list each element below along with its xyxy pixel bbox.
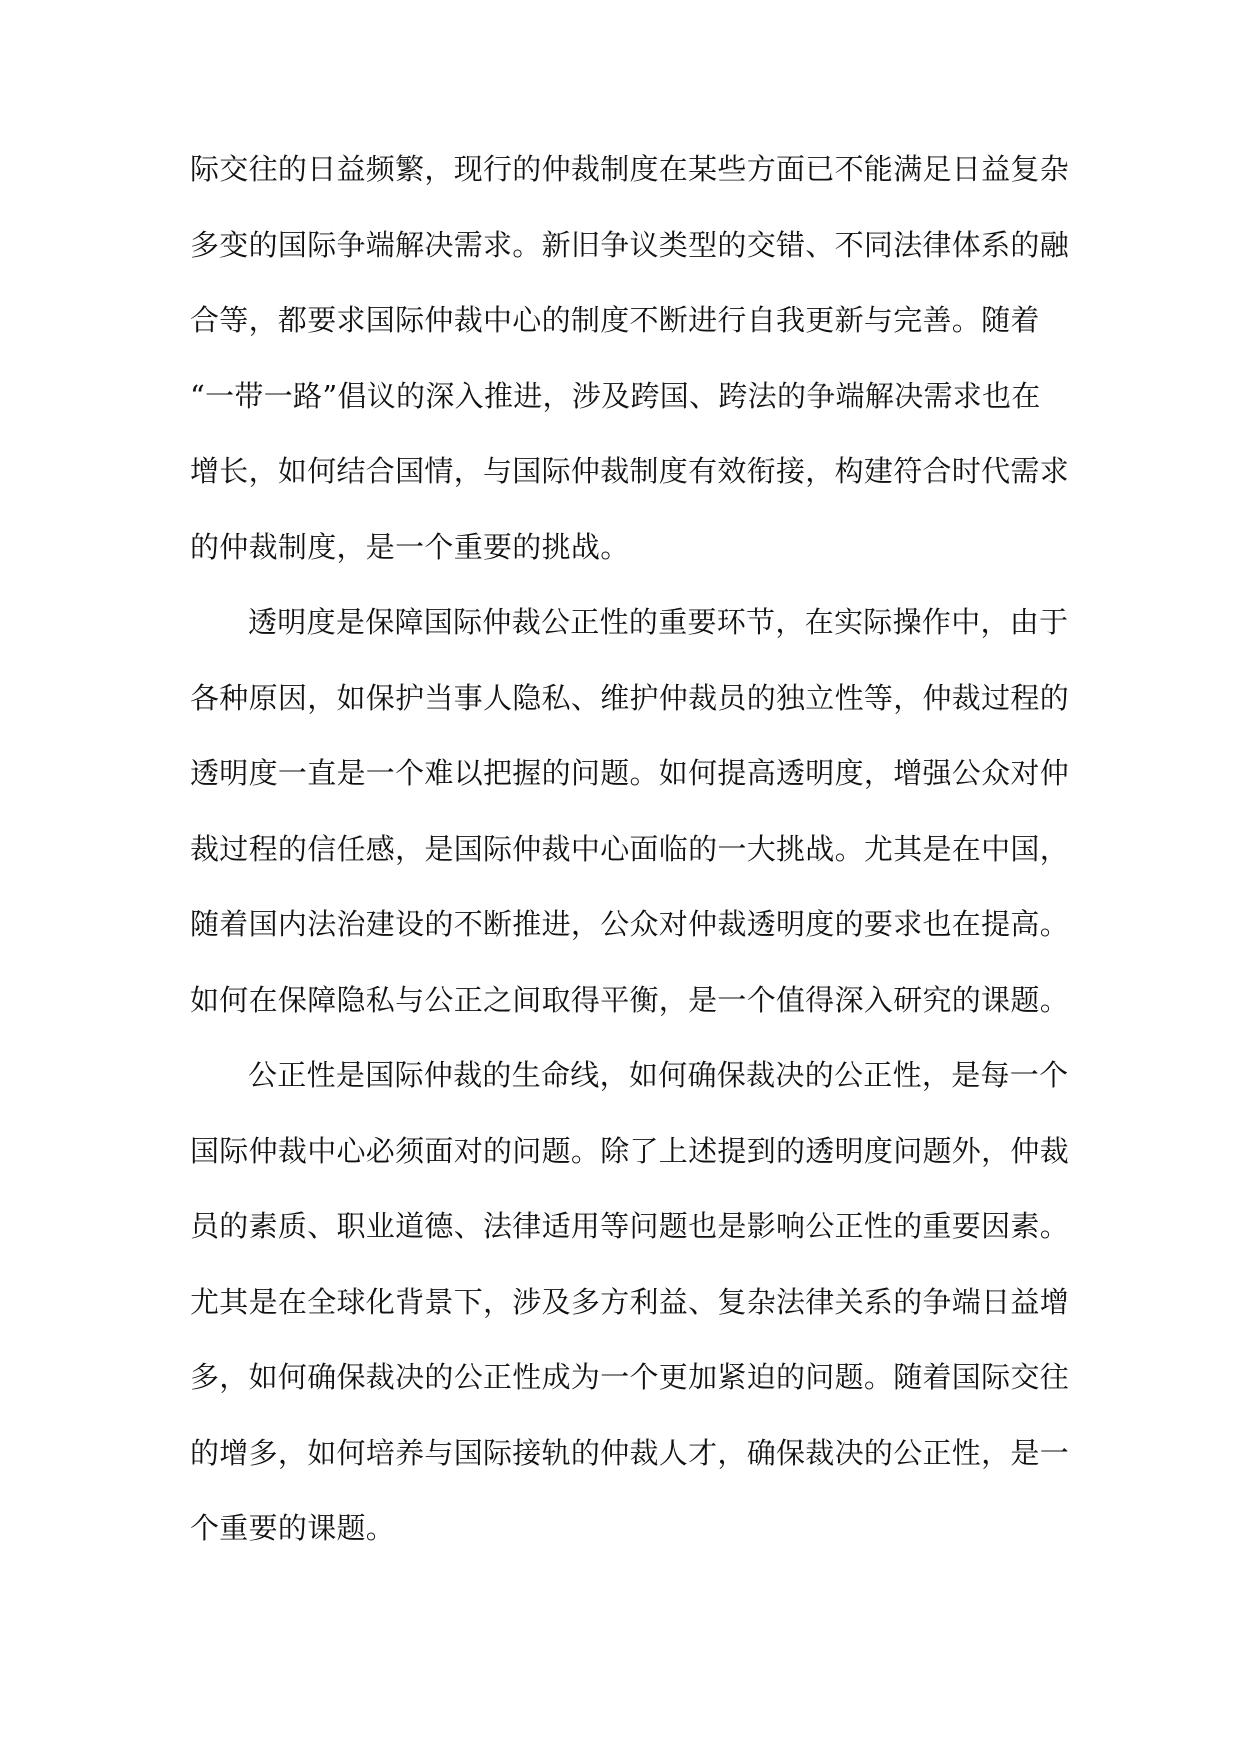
text-line: 个重要的课题。 [190, 1511, 396, 1545]
text-line: 的增多，如何培养与国际接轨的仲裁人才，确保裁决的公正性，是一 [190, 1435, 1070, 1470]
text-line: 增长，如何结合国情，与国际仲裁制度有效衔接，构建符合时代需求 [190, 454, 1070, 488]
text-line: 多，如何确保裁决的公正性成为一个更加紧迫的问题。随着国际交往 [190, 1360, 1070, 1394]
text-line: “一带一路”倡议的深入推进，涉及跨国、跨法的争端解决需求也在 [190, 378, 1041, 413]
text-line: 际交往的日益频繁，现行的仲裁制度在某些方面已不能满足日益复杂 [190, 152, 1070, 186]
text-line: 公正性是国际仲裁的生命线，如何确保裁决的公正性，是每一个 [248, 1058, 1069, 1092]
text-line: 员的素质、职业道德、法律适用等问题也是影响公正性的重要因素。 [190, 1209, 1070, 1243]
text-line: 随着国内法治建设的不断推进，公众对仲裁透明度的要求也在提高。 [190, 907, 1070, 941]
text-line: 国际仲裁中心必须面对的问题。除了上述提到的透明度问题外，仲裁 [190, 1133, 1070, 1168]
paragraph-1 [190, 132, 1070, 585]
text-line: 透明度一直是一个难以把握的问题。如何提高透明度，增强公众对仲 [190, 756, 1070, 790]
text-line: 合等，都要求国际仲裁中心的制度不断进行自我更新与完善。随着 [190, 303, 1040, 337]
paragraph-3 [190, 1038, 1070, 1567]
text-line: 各种原因，如保护当事人隐私、维护仲裁员的独立性等，仲裁过程的 [190, 680, 1070, 715]
text-line: 尤其是在全球化背景下，涉及多方利益、复杂法律关系的争端日益增 [190, 1284, 1070, 1319]
text-line: 多变的国际争端解决需求。新旧争议类型的交错、不同法律体系的融 [190, 227, 1070, 262]
paragraph-2 [190, 585, 1070, 1038]
text-line: 透明度是保障国际仲裁公正性的重要环节，在实际操作中，由于 [248, 605, 1069, 639]
text-line: 裁过程的信任感，是国际仲裁中心面临的一大挑战。尤其是在中国， [190, 831, 1070, 866]
text-line: 的仲裁制度，是一个重要的挑战。 [190, 529, 630, 564]
body-text [190, 132, 1070, 1567]
text-line: 如何在保障隐私与公正之间取得平衡，是一个值得深入研究的课题。 [190, 982, 1070, 1017]
